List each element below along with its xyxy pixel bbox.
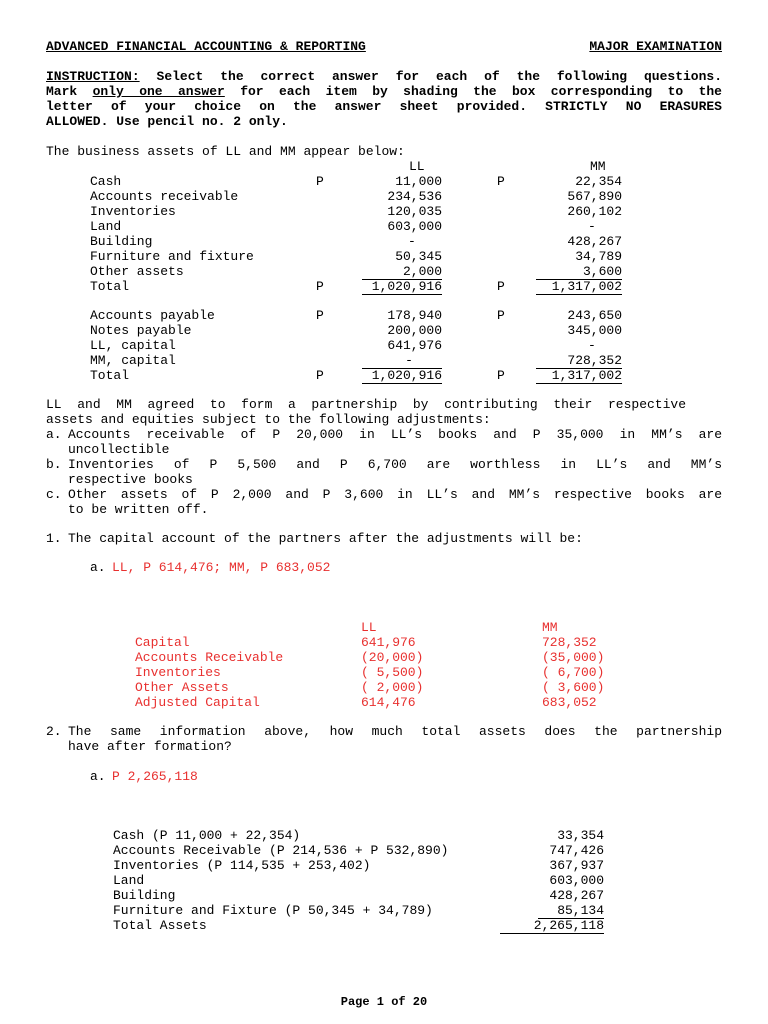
question-text-cont: have after formation?	[68, 739, 232, 754]
adjustment-letter: b.	[46, 457, 62, 472]
equity-ll-value: 178,940	[387, 308, 442, 323]
page-number: Page 1 of 20	[340, 995, 428, 1009]
peso-sign: P	[497, 308, 505, 323]
asset-total-mm: 1,317,002	[536, 279, 622, 295]
asset-label: Other assets	[90, 264, 184, 279]
asset-ll-value: 50,345	[395, 249, 442, 264]
col-header-mm: MM	[590, 159, 606, 174]
computation-value: 85,134	[538, 903, 604, 919]
solution-row-ll: 614,476	[361, 695, 416, 710]
asset-label: Accounts receivable	[90, 189, 239, 204]
asset-label: Inventories	[90, 204, 176, 219]
asset-ll-value: 234,536	[387, 189, 442, 204]
asset-ll-value: 11,000	[395, 174, 442, 189]
solution-row-label: Other Assets	[135, 680, 229, 695]
equity-total-mm: 1,317,002	[536, 368, 622, 384]
solution-row-ll: (20,000)	[361, 650, 424, 665]
asset-total-label: Total	[90, 279, 130, 294]
answer-letter: a.	[90, 560, 106, 575]
computation-label: Inventories (P 114,535 + 253,402)	[113, 858, 371, 873]
asset-ll-value: 2,000	[362, 264, 442, 280]
agreement-line-1: LL and MM agreed to form a partnership by contributing their respective	[46, 397, 686, 412]
question-number: 1.	[46, 531, 62, 546]
peso-sign: P	[316, 368, 324, 383]
solution-row-mm: (35,000)	[542, 650, 605, 665]
equity-ll-value: 200,000	[387, 323, 442, 338]
solution-row-label: Capital	[135, 635, 190, 650]
peso-sign: P	[497, 174, 505, 189]
peso-sign: P	[316, 279, 324, 294]
intro-text: The business assets of LL and MM appear below:	[46, 144, 405, 159]
solution-row-label: Adjusted Capital	[135, 695, 260, 710]
header-exam-type: MAJOR EXAMINATION	[589, 39, 722, 54]
peso-sign: P	[316, 308, 324, 323]
computation-label: Furniture and Fixture (P 50,345 + 34,789)	[113, 903, 433, 918]
asset-mm-value: 22,354	[575, 174, 622, 189]
solution-row-mm: 683,052	[542, 695, 597, 710]
solution-row-ll: ( 2,000)	[361, 680, 424, 695]
answer-text: LL, P 614,476; MM, P 683,052	[112, 560, 331, 575]
asset-mm-value: 260,102	[567, 204, 622, 219]
solution-row-label: Inventories	[135, 665, 221, 680]
instruction-line-3: letter of your choice on the answer sheet provided. STRICTLY NO ERASURES	[46, 99, 722, 114]
adjustment-text-cont: uncollectible	[68, 442, 170, 457]
asset-total-ll: 1,020,916	[362, 279, 442, 295]
solution-row-ll: ( 5,500)	[361, 665, 424, 680]
computation-value: 33,354	[557, 828, 604, 843]
header-title: ADVANCED FINANCIAL ACCOUNTING & REPORTING	[46, 39, 366, 54]
question-text: The capital account of the partners after the adjustments will be:	[68, 531, 583, 546]
question-number: 2.	[46, 724, 62, 739]
adjustment-text: Accounts receivable of P 20,000 in LL’s books and P 35,000 in MM’s are	[68, 427, 722, 442]
asset-label: Land	[90, 219, 122, 234]
equity-mm-value: 345,000	[567, 323, 622, 338]
asset-mm-value: 3,600	[536, 264, 622, 280]
answer-letter: a.	[90, 769, 106, 784]
solution-head-mm: MM	[542, 620, 558, 635]
asset-label: Furniture and fixture	[90, 249, 254, 264]
equity-total-label: Total	[90, 368, 130, 383]
peso-sign: P	[497, 368, 505, 383]
solution-row-ll: 641,976	[361, 635, 416, 650]
adjustment-text-cont: to be written off.	[68, 502, 209, 517]
equity-label: Accounts payable	[90, 308, 215, 323]
adjustment-text: Other assets of P 2,000 and P 3,600 in LL’s and MM’s respective books are	[68, 487, 722, 502]
asset-label: Cash	[90, 174, 122, 189]
adjustment-letter: c.	[46, 487, 62, 502]
equity-total-ll: 1,020,916	[362, 368, 442, 384]
adjustment-letter: a.	[46, 427, 62, 442]
asset-mm-value: 567,890	[567, 189, 622, 204]
equity-mm-value: 728,352	[536, 353, 622, 369]
asset-label: Building	[90, 234, 153, 249]
computation-label: Land	[113, 873, 145, 888]
equity-label: Notes payable	[90, 323, 192, 338]
computation-total-label: Total Assets	[113, 918, 207, 933]
instruction-label: INSTRUCTION:	[46, 69, 140, 84]
computation-value: 747,426	[549, 843, 604, 858]
solution-row-mm: ( 3,600)	[542, 680, 605, 695]
computation-total-value: 2,265,118	[500, 918, 604, 934]
asset-mm-value: 34,789	[575, 249, 622, 264]
solution-row-label: Accounts Receivable	[135, 650, 284, 665]
solution-head-ll: LL	[361, 620, 377, 635]
computation-value: 428,267	[549, 888, 604, 903]
computation-label: Accounts Receivable (P 214,536 + P 532,890)	[113, 843, 449, 858]
equity-label: MM, capital	[90, 353, 176, 368]
question-text: The same information above, how much total assets does the partnership	[68, 724, 722, 739]
adjustment-text: Inventories of P 5,500 and P 6,700 are worthless in LL’s and MM’s	[68, 457, 722, 472]
equity-ll-value: -	[362, 353, 442, 369]
instruction-line-2: Mark only one answer for each item by shading the box corresponding to the	[46, 84, 722, 99]
answer-text: P 2,265,118	[112, 769, 198, 784]
computation-label: Cash (P 11,000 + 22,354)	[113, 828, 301, 843]
asset-mm-value: 428,267	[567, 234, 622, 249]
solution-row-mm: 728,352	[542, 635, 597, 650]
asset-ll-value: 120,035	[387, 204, 442, 219]
computation-value: 603,000	[549, 873, 604, 888]
peso-sign: P	[497, 279, 505, 294]
equity-label: LL, capital	[90, 338, 176, 353]
solution-row-mm: ( 6,700)	[542, 665, 605, 680]
instruction-line-1: INSTRUCTION: Select the correct answer for each of the following questions.	[46, 69, 722, 84]
asset-mm-value: -	[588, 219, 596, 234]
agreement-line-2: assets and equities subject to the following adjustments:	[46, 412, 491, 427]
col-header-ll: LL	[409, 159, 425, 174]
asset-ll-value: 603,000	[387, 219, 442, 234]
equity-mm-value: -	[588, 338, 596, 353]
adjustment-text-cont: respective books	[68, 472, 193, 487]
computation-label: Building	[113, 888, 176, 903]
asset-ll-value: -	[408, 234, 416, 249]
instruction-line-4: ALLOWED. Use pencil no. 2 only.	[46, 114, 288, 129]
peso-sign: P	[316, 174, 324, 189]
equity-ll-value: 641,976	[387, 338, 442, 353]
computation-value: 367,937	[549, 858, 604, 873]
equity-mm-value: 243,650	[567, 308, 622, 323]
